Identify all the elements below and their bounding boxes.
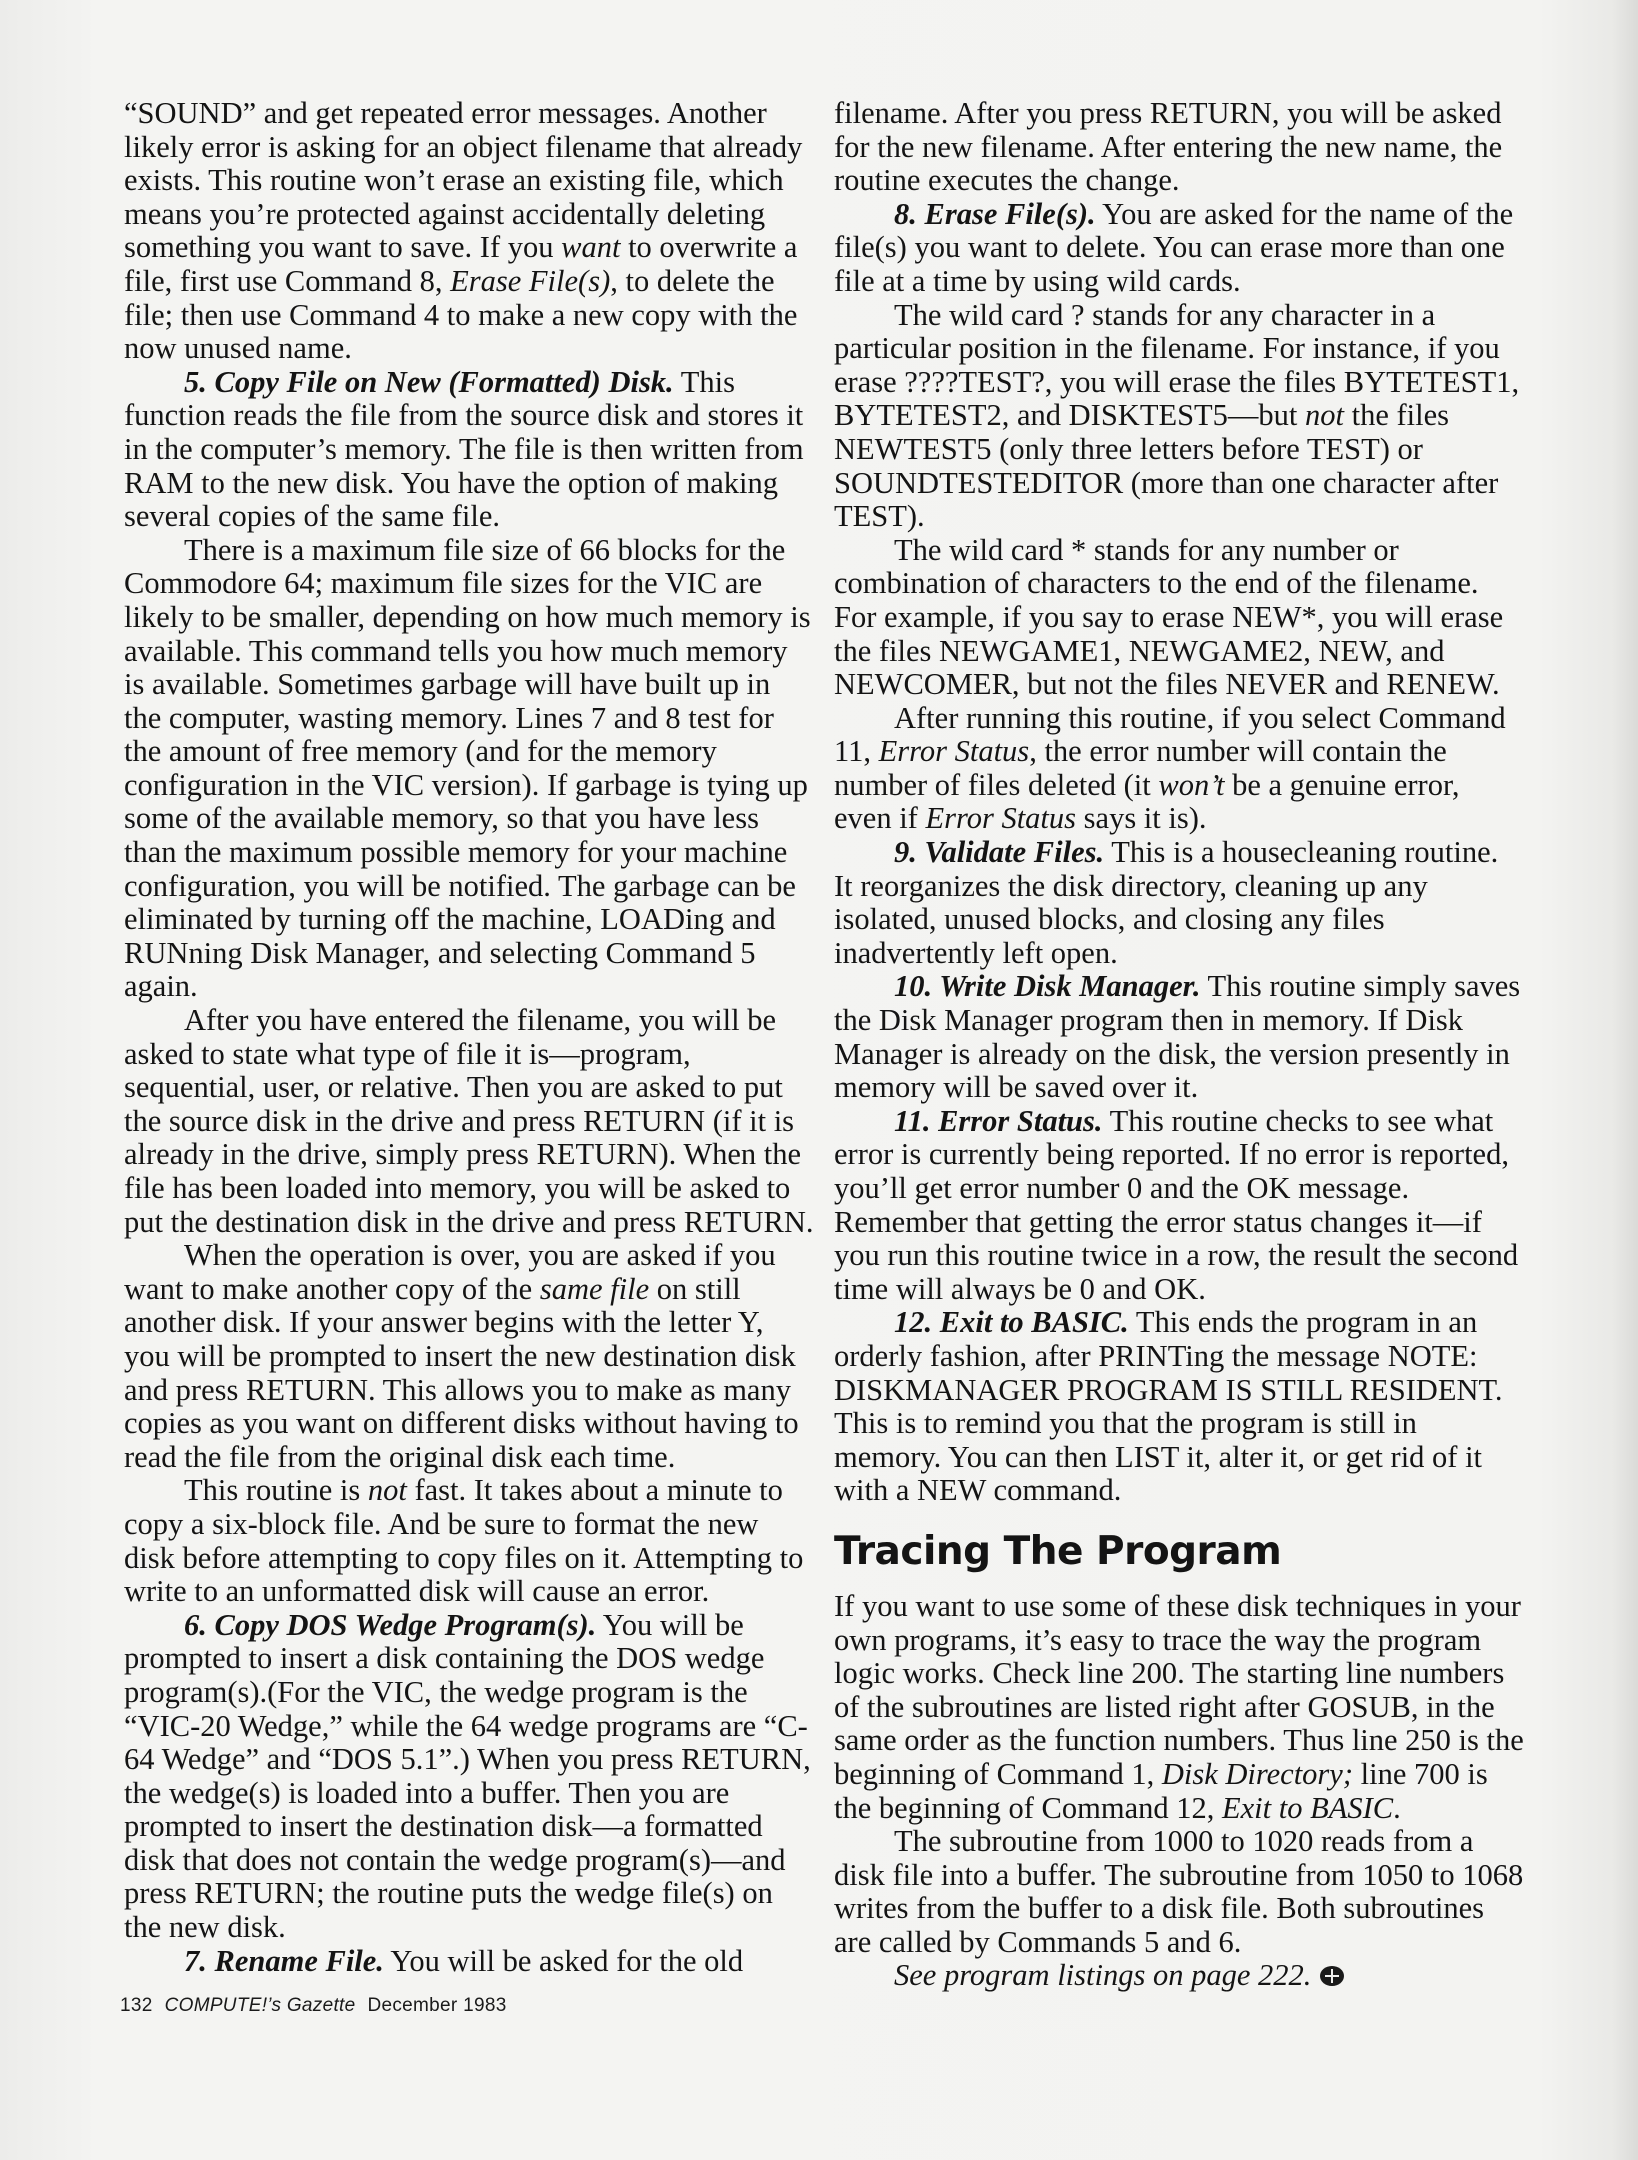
page-edge-shadow bbox=[1612, 0, 1638, 2160]
listing-reference: See program listings on page 222. bbox=[834, 1959, 1524, 1993]
paragraph: The wild card * stands for any number or combination of characters to the end of the filename. For example, if you say to erase NEW*, you will erase the files NEWGAME1, NEWGAME2, NEW, and NEWCOMER, but not the files NEVER and RENEW. bbox=[834, 532, 1504, 702]
emphasis: Error Status bbox=[878, 734, 1030, 769]
paragraph: After running this routine, if you select Command 11, Error Status, the error number will contain the number of files deleted (it won’t be a genuine error, even if Error Status says it is). bbox=[834, 700, 1506, 836]
paragraph: The subroutine from 1000 to 1020 reads from a disk file into a buffer. The subroutine from 1050 to 1068 writes from the buffer to a disk file. Both subroutines are called by Commands 5 and 6. bbox=[834, 1824, 1524, 1959]
paragraph: filename. After you press RETURN, you will be asked for the new filename. After entering the new name, the routine executes the change. bbox=[834, 96, 1503, 198]
left-column bbox=[124, 97, 814, 1978]
paragraph: The wild card ? stands for any character in a particular position in the filename. For instance, if you erase ????TEST?, you will erase the files BYTETEST1, BYTETEST2, and DISKTEST5—but not the files NEWTEST5 (only three letters before TEST) or SOUNDTESTEDITOR (more than one character after TEST). bbox=[834, 297, 1520, 534]
paragraph: 12. Exit to BASIC. This ends the program in an orderly fashion, after PRINTing the message NOTE: DISKMANAGER PROGRAM IS STILL RESIDENT. This is to remind you that the program is still in memory. You can then LIST it, alter it, or get rid of it with a NEW command. bbox=[834, 1305, 1503, 1508]
page-number: 132 bbox=[120, 1995, 153, 2016]
emphasis: Erase File(s) bbox=[450, 263, 611, 298]
command-title: 6. Copy DOS Wedge Program(s). bbox=[184, 1607, 597, 1642]
paragraph: 9. Validate Files. This is a housecleaning routine. It reorganizes the disk directory, cleaning up any isolated, unused blocks, and closing any files inadvertently left open. bbox=[834, 835, 1499, 970]
paragraph: There is a maximum file size of 66 blocks for the Commodore 64; maximum file sizes for the VIC are likely to be smaller, depending on how much memory is available. This command tells you how much memory is available. Sometimes garbage will have built up in the computer, wasting memory. Lines 7 and 8 test for the amount of free memory (and for the memory configuration in the VIC version). If garbage is tying up some of the available memory, so that you have less than the maximum possible memory for your machine configuration, you will be notified. The garbage can be eliminated by turning off the machine, LOADing and RUNning Disk Manager, and selecting Command 5 again. bbox=[124, 532, 811, 1004]
emphasis: Error Status bbox=[925, 801, 1077, 836]
command-title: 5. Copy File on New (Formatted) Disk. bbox=[184, 364, 674, 399]
emphasis: Exit to BASIC bbox=[1221, 1790, 1394, 1825]
paragraph: If you want to use some of these disk techniques in your own programs, it’s easy to trace the way the program logic works. Check line 200. The starting line numbers of the subroutines are listed right after GOSUB, in the same order as the function numbers. Thus line 250 is the beginning of Command 1, Disk Directory; line 700 is the beginning of Command 12, Exit to BASIC. bbox=[834, 1588, 1524, 1825]
paragraph: 6. Copy DOS Wedge Program(s). You will be prompted to insert a disk containing the DOS wedge program(s).(For the VIC, the wedge program is the “VIC-20 Wedge,” while the 64 wedge programs are “C-64 Wedge” and “DOS 5.1”.) When you press RETURN, the wedge(s) is loaded into a buffer. Then you are prompted to insert the destination disk—a formatted disk that does not contain the wedge program(s)—and press RETURN; the routine puts the wedge file(s) on the new disk. bbox=[124, 1607, 811, 1945]
command-title: 8. Erase File(s). bbox=[894, 196, 1096, 231]
paragraph: 8. Erase File(s). You are asked for the name of the file(s) you want to delete. You can erase more than one file at a time by using wild cards. bbox=[834, 196, 1514, 298]
magazine-name: COMPUTE!’s Gazette bbox=[164, 1995, 356, 2016]
paragraph: When the operation is over, you are asked if you want to make another copy of the same file on still another disk. If your answer begins with the letter Y, you will be prompted to insert the new destination disk and press RETURN. This allows you to make as many copies as you want on different disks without having to read the file from the original disk each time. bbox=[124, 1238, 799, 1474]
emphasis: not bbox=[1305, 398, 1345, 433]
emphasis: same file bbox=[539, 1271, 650, 1306]
paragraph: 11. Error Status. This routine checks to see what error is currently being reported. If no error is reported, you’ll get error number 0 and the OK message. Remember that getting the error status changes it—if you run this routine twice in a row, the result the second time will always be 0 and OK. bbox=[834, 1103, 1519, 1306]
paragraph: 10. Write Disk Manager. This routine simply saves the Disk Manager program then in memory. If Disk Manager is already on the disk, the version presently in memory will be saved over it. bbox=[834, 969, 1521, 1105]
paragraph: After you have entered the filename, you will be asked to state what type of file it is—program, sequential, user, or relative. Then you are asked to put the source disk in the drive and press RETURN (if it is already in the drive, simply press RETURN). When the file has been loaded into memory, you will be asked to put the destination disk in the drive and press RETURN. bbox=[124, 1003, 814, 1239]
gazette-logo-icon bbox=[1319, 1965, 1345, 1987]
issue-date: December 1983 bbox=[367, 1995, 507, 2016]
paragraph: This routine is not fast. It takes about a minute to copy a six-block file. And be sure to format the new disk before attempting to copy files on it. Attempting to write to an unformatted disk will cause an error. bbox=[124, 1473, 804, 1609]
command-title: 10. Write Disk Manager. bbox=[894, 969, 1201, 1004]
command-title: 9. Validate Files. bbox=[894, 835, 1105, 870]
command-title: 12. Exit to BASIC. bbox=[894, 1305, 1129, 1340]
right-column bbox=[834, 97, 1524, 1993]
paragraph: 5. Copy File on New (Formatted) Disk. This function reads the file from the source disk and stores it in the computer’s memory. The file is then written from RAM to the new disk. You have the option of making several copies of the same file. bbox=[124, 364, 804, 534]
emphasis: not bbox=[367, 1473, 407, 1508]
emphasis: won’t bbox=[1158, 767, 1225, 802]
command-title: 7. Rename File. bbox=[184, 1943, 384, 1978]
paragraph: “SOUND” and get repeated error messages. Another likely error is asking for an object filename that already exists. This routine won’t erase an existing file, which means you’re protected against accidentally deleting something you want to save. If you want to overwrite a file, first use Command 8, Erase File(s), to delete the file; then use Command 4 to make a new copy with the now unused name. bbox=[124, 96, 803, 366]
paragraph: 7. Rename File. You will be asked for the old bbox=[184, 1943, 744, 1978]
page-footer bbox=[120, 1995, 507, 2017]
emphasis: Disk Directory; bbox=[1161, 1756, 1353, 1791]
command-title: 11. Error Status. bbox=[894, 1103, 1103, 1138]
section-heading: Tracing The Program bbox=[834, 1528, 1282, 1574]
emphasis: want bbox=[561, 230, 621, 265]
